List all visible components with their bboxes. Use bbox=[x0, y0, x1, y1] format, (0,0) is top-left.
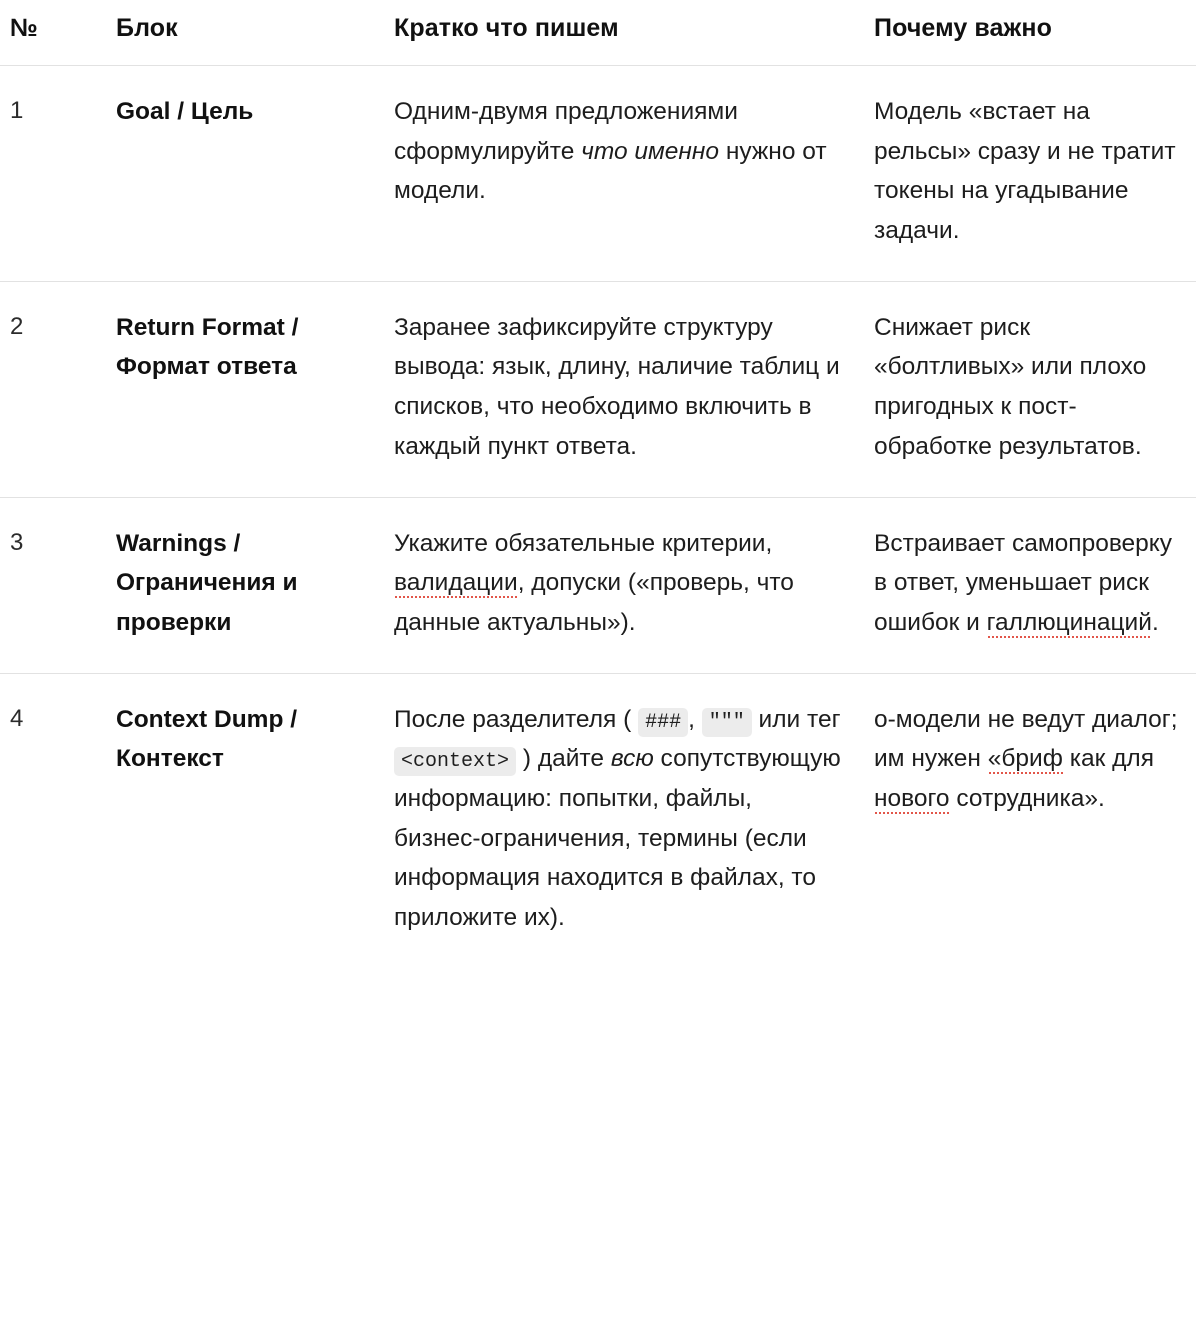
row-number: 4 bbox=[10, 704, 24, 732]
text-part: ) bbox=[522, 745, 532, 773]
table-row bbox=[0, 66, 1196, 282]
text-part: . bbox=[1151, 608, 1159, 636]
text-part: сотрудника». bbox=[949, 784, 1105, 812]
row-block-name: Return Format / Формат ответа bbox=[116, 313, 299, 381]
spellcheck-underlined-word: галлюцинаций bbox=[987, 609, 1152, 639]
text-part: После разделителя ( bbox=[394, 705, 632, 733]
code-context-tag: <context> bbox=[394, 747, 516, 776]
row-description bbox=[378, 66, 858, 282]
spellcheck-underlined-word: нового bbox=[874, 785, 950, 815]
row-description bbox=[378, 673, 858, 968]
row-block-name: Warnings / Ограничения и проверки bbox=[116, 529, 298, 636]
spellcheck-underlined-word: «бриф bbox=[988, 745, 1063, 775]
row-rationale: Снижает риск «болтливых» или плохо пригодных к пост-обработке результатов. bbox=[874, 313, 1147, 460]
column-header-block: Блок bbox=[116, 14, 178, 42]
row-number: 2 bbox=[10, 312, 24, 340]
row-block-name: Goal / Цель bbox=[116, 98, 254, 125]
text-part: нужно от модели. bbox=[394, 137, 827, 205]
table-body bbox=[0, 66, 1196, 968]
column-header-what: Кратко что пишем bbox=[394, 14, 619, 42]
spellcheck-underlined-word: валидации bbox=[394, 569, 518, 599]
row-number: 1 bbox=[10, 97, 24, 124]
emphasis-text: всю bbox=[610, 745, 654, 773]
row-description bbox=[378, 497, 858, 673]
text-part: Одним-двумя предложениями сформулируйте bbox=[394, 98, 738, 165]
row-rationale: Модель «встает на рельсы» сразу и не тратит токены на угадывание задачи. bbox=[874, 98, 1176, 245]
table-row bbox=[0, 497, 1196, 673]
text-part: дайте bbox=[531, 745, 611, 773]
text-part: или тег bbox=[758, 705, 841, 733]
text-part: , допуски («проверь, что данные актуальны»). bbox=[394, 569, 794, 636]
code-separator-hash: ### bbox=[638, 708, 688, 737]
text-part: , bbox=[688, 705, 695, 733]
table-header bbox=[0, 4, 1196, 66]
text-part: Встраивает самопроверку в ответ, уменьшает риск ошибок и bbox=[874, 529, 1173, 636]
row-number: 3 bbox=[10, 528, 24, 556]
table-row bbox=[0, 673, 1196, 968]
row-block-name: Context Dump / Контекст bbox=[116, 705, 298, 773]
column-header-why: Почему важно bbox=[874, 14, 1052, 42]
table-header-row bbox=[0, 4, 1196, 66]
table-row bbox=[0, 281, 1196, 497]
emphasis-text: что именно bbox=[581, 137, 720, 165]
prompt-structure-table bbox=[0, 4, 1196, 968]
row-rationale bbox=[858, 673, 1196, 968]
text-part: Укажите обязательные критерии, bbox=[394, 529, 773, 557]
text-part: сопутствующую информацию: попытки, файлы, бизнес-ограничения, термины (если информация находится в файлах, то приложите их). bbox=[394, 745, 841, 931]
text-part: о-модели не ведут диалог; им нужен bbox=[874, 705, 1178, 773]
code-separator-quotes: """ bbox=[702, 708, 752, 737]
text-part: как для bbox=[1062, 745, 1154, 773]
row-description: Заранее зафиксируйте структуру вывода: язык, длину, наличие таблиц и списков, что необходимо включить в каждый пункт ответа. bbox=[394, 313, 840, 460]
row-rationale bbox=[858, 497, 1196, 673]
column-header-number: № bbox=[10, 14, 38, 42]
